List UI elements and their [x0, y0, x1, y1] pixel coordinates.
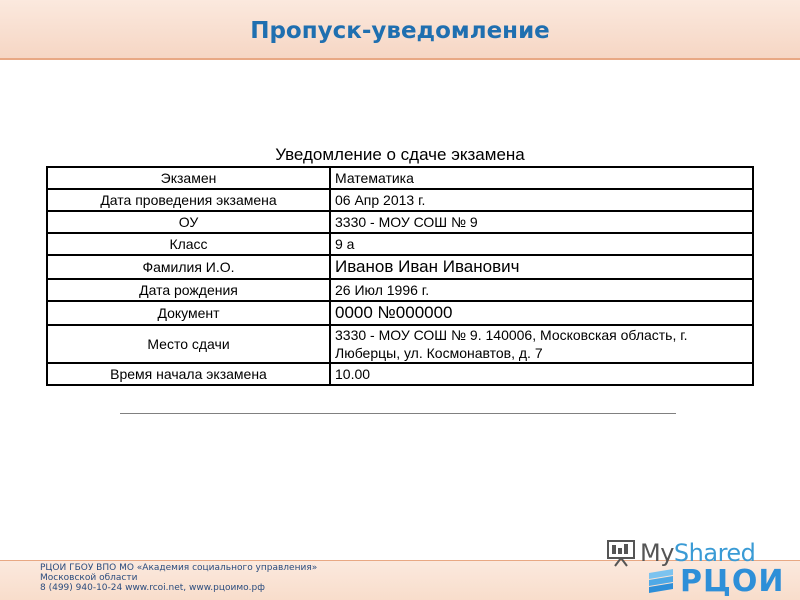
exam-notice-table [46, 166, 754, 386]
rcoi-logo [646, 566, 784, 598]
page-title: Пропуск-уведомление [250, 18, 550, 44]
footer-contact [40, 563, 317, 593]
row-value-birth-date: 26 Июл 1996 г. [330, 279, 753, 301]
table-row [47, 363, 753, 385]
table-row [47, 301, 753, 325]
row-label-document: Документ [47, 301, 330, 325]
footer-org-line: РЦОИ ГБОУ ВПО МО «Академия социального управления» [40, 563, 318, 573]
table-row [47, 189, 753, 211]
row-value-class: 9 а [330, 233, 753, 255]
myshared-wordmark: MyShared [640, 539, 756, 567]
row-value-school: 3330 - МОУ СОШ № 9 [330, 211, 753, 233]
row-label-exam-date: Дата проведения экзамена [47, 189, 330, 211]
table-row [47, 167, 753, 189]
rcoi-wordmark: РЦОИ [680, 564, 785, 599]
row-value-document: 0000 №000000 [330, 301, 753, 325]
row-label-location: Место сдачи [47, 325, 330, 363]
row-label-class: Класс [47, 233, 330, 255]
footer-contacts-line: 8 (499) 940-10-24 www.rcoi.net, www.рцоимо.рф [40, 583, 265, 593]
row-value-start-time: 10.00 [330, 363, 753, 385]
table-row [47, 255, 753, 279]
row-label-exam: Экзамен [47, 167, 330, 189]
row-label-start-time: Время начала экзамена [47, 363, 330, 385]
stacked-books-icon [646, 567, 676, 597]
row-value-exam: Математика [330, 167, 753, 189]
document-title: Уведомление о сдаче экзамена [275, 145, 525, 164]
table-row [47, 325, 753, 363]
presentation-board-icon [606, 539, 636, 567]
table-row [47, 279, 753, 301]
row-label-school: ОУ [47, 211, 330, 233]
row-value-exam-date: 06 Апр 2013 г. [330, 189, 753, 211]
footer-region-line: Московской области [40, 573, 138, 583]
row-value-name: Иванов Иван Иванович [330, 255, 753, 279]
row-value-location: 3330 - МОУ СОШ № 9. 140006, Московская область, г. Люберцы, ул. Космонавтов, д. 7 [330, 325, 753, 363]
row-label-birth-date: Дата рождения [47, 279, 330, 301]
table-row [47, 211, 753, 233]
divider-line [120, 413, 676, 414]
table-row [47, 233, 753, 255]
row-label-name: Фамилия И.О. [47, 255, 330, 279]
